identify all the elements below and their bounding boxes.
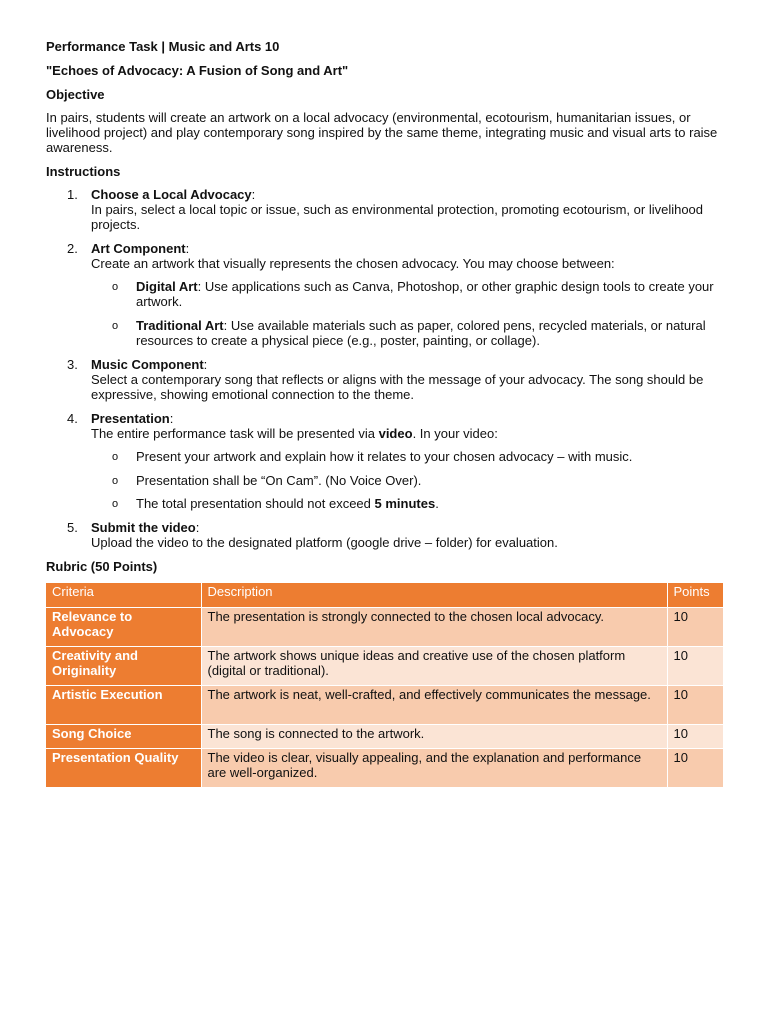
table-row <box>46 686 723 725</box>
item-text-part: . In your video: <box>412 426 498 441</box>
rubric-heading: Rubric (50 Points) <box>46 559 158 574</box>
bullet-mark: o <box>112 475 119 487</box>
points-cell: 10 <box>667 686 723 725</box>
bullet-mark: o <box>112 498 119 510</box>
description-cell: The song is connected to the artwork. <box>201 725 667 749</box>
item-colon: : <box>195 520 200 535</box>
item-title: Presentation <box>91 411 170 426</box>
objective-text: In pairs, students will create an artwork on a local advocacy (environmental, ecotourism, humanitarian issues, or livelihood project) and play contemporary song inspired by the same theme, integrating music and visual arts to raise awareness. <box>46 110 718 155</box>
criteria-cell: Artistic Execution <box>46 686 201 725</box>
item-text <box>91 426 724 441</box>
bullet-text: Presentation shall be “On Cam”. (No Voice Over). <box>136 473 422 488</box>
rubric-header-row <box>46 583 723 608</box>
item-title: Choose a Local Advocacy <box>91 187 252 202</box>
bullet-mark: o <box>112 320 119 332</box>
objective-heading: Objective <box>46 87 105 102</box>
criteria-cell: Presentation Quality <box>46 749 201 788</box>
points-cell: 10 <box>667 725 723 749</box>
column-header-description: Description <box>201 583 667 608</box>
item-number: 2. <box>67 241 78 256</box>
criteria-cell: Song Choice <box>46 725 201 749</box>
table-row <box>46 725 723 749</box>
rubric-table <box>46 583 724 788</box>
item-text: Upload the video to the designated platform (google drive – folder) for evaluation. <box>91 535 558 550</box>
item-title: Submit the video <box>91 520 196 535</box>
bullet-mark: o <box>112 281 119 293</box>
item-text: Create an artwork that visually represents the chosen advocacy. You may choose between: <box>91 256 615 271</box>
bullet-text: Present your artwork and explain how it relates to your chosen advocacy – with music. <box>136 449 633 464</box>
instructions-heading: Instructions <box>46 164 121 179</box>
item-number: 5. <box>67 520 78 535</box>
item-colon: : <box>185 241 190 256</box>
points-cell: 10 <box>667 608 723 647</box>
bullet-text: : Use available materials such as paper, colored pens, recycled materials, or natural resources to create a physical piece (e.g., poster, painting, or collage). <box>136 318 706 348</box>
table-row <box>46 608 723 647</box>
item-number: 4. <box>67 411 78 426</box>
bullet-text: The total presentation should not exceed <box>136 496 375 511</box>
document-subtitle: "Echoes of Advocacy: A Fusion of Song and Art" <box>46 63 349 78</box>
points-cell: 10 <box>667 647 723 686</box>
bullet-mark: o <box>112 451 119 463</box>
item-colon: : <box>203 357 208 372</box>
item-colon: : <box>169 411 174 426</box>
item-text-bold: video <box>378 426 413 441</box>
description-cell: The artwork is neat, well-crafted, and effectively communicates the message. <box>201 686 667 725</box>
column-header-criteria: Criteria <box>46 583 201 608</box>
item-text: In pairs, select a local topic or issue, such as environmental protection, promoting ecotourism, or livelihood projects. <box>91 202 704 232</box>
criteria-cell: Relevance to Advocacy <box>46 608 201 647</box>
item-title: Music Component <box>91 357 204 372</box>
bullet-text: . <box>435 496 439 511</box>
document-title: Performance Task | Music and Arts 10 <box>46 39 280 54</box>
description-cell: The video is clear, visually appealing, and the explanation and performance are well-organized. <box>201 749 667 788</box>
bullet-title: Traditional Art <box>136 318 224 333</box>
points-cell: 10 <box>667 749 723 788</box>
bullet-title: Digital Art <box>136 279 198 294</box>
item-text: Select a contemporary song that reflects or aligns with the message of your advocacy. The song should be expressive, showing emotional connection to the theme. <box>91 372 704 402</box>
description-cell: The presentation is strongly connected to the chosen local advocacy. <box>201 608 667 647</box>
item-text-part: The entire performance task will be presented via <box>91 426 379 441</box>
item-title: Art Component <box>91 241 186 256</box>
table-row <box>46 647 723 686</box>
item-number: 1. <box>67 187 78 202</box>
bullet-text-bold: 5 minutes <box>374 496 436 511</box>
table-row <box>46 749 723 788</box>
column-header-points: Points <box>667 583 723 608</box>
item-number: 3. <box>67 357 78 372</box>
item-colon: : <box>251 187 256 202</box>
bullet-text: : Use applications such as Canva, Photoshop, or other graphic design tools to create your artwork. <box>136 279 714 309</box>
description-cell: The artwork shows unique ideas and creative use of the chosen platform (digital or traditional). <box>201 647 667 686</box>
criteria-cell: Creativity and Originality <box>46 647 201 686</box>
